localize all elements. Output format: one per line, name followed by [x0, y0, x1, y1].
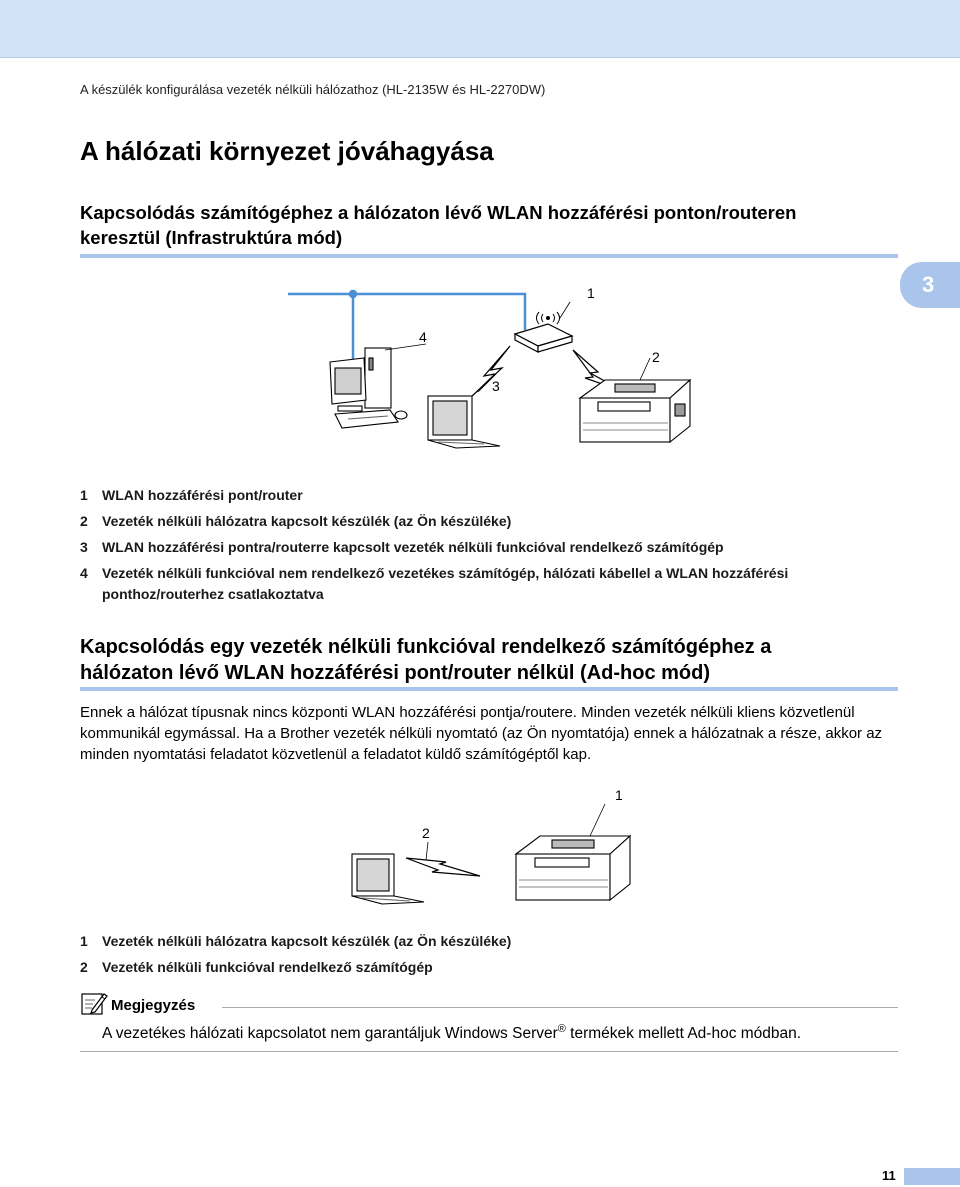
page-title: A hálózati környezet jóváhagyása	[80, 136, 494, 166]
legend-item	[80, 928, 880, 954]
callout-1: 1	[615, 787, 623, 803]
laptop-icon	[428, 396, 500, 448]
section1-legend	[80, 482, 880, 605]
note-text-before: A vezetékes hálózati kapcsolatot nem garantáljuk Windows Server	[102, 1025, 558, 1043]
note-divider-bottom	[80, 1051, 898, 1052]
laptop-icon	[352, 854, 424, 904]
legend-number: 1	[80, 487, 88, 503]
section1-heading: Kapcsolódás számítógéphez a hálózaton lévő WLAN hozzáférési ponton/routeren keresztül (Infrastruktúra mód)	[80, 202, 797, 248]
legend-text: Vezeték nélküli hálózatra kapcsolt készülék (az Ön készüléke)	[102, 513, 512, 529]
wireless-signal-icon	[537, 312, 560, 324]
wireless-link-3	[470, 346, 510, 398]
adhoc-diagram	[340, 780, 660, 910]
legend-item	[80, 508, 880, 534]
callout-2: 2	[422, 825, 430, 841]
legend-text: WLAN hozzáférési pontra/routerre kapcsolt vezeték nélküli funkcióval rendelkező számítógép	[102, 539, 724, 555]
note-pencil-icon	[80, 990, 108, 1016]
network-cable	[288, 291, 525, 360]
note-text	[102, 1023, 801, 1043]
page-number-bar	[904, 1168, 960, 1185]
note-divider	[222, 1007, 898, 1008]
desktop-computer-icon	[330, 348, 407, 428]
callout-3: 3	[492, 378, 500, 394]
section1-rule	[80, 254, 898, 258]
printer-icon	[580, 380, 690, 442]
top-band	[0, 0, 960, 58]
infrastructure-diagram	[280, 278, 720, 458]
wireless-link	[406, 858, 480, 876]
legend-item	[80, 560, 880, 605]
registered-mark: ®	[557, 1023, 566, 1035]
callout-1: 1	[587, 285, 595, 301]
legend-number: 1	[80, 933, 88, 949]
section2-paragraph: Ennek a hálózat típusnak nincs központi WLAN hozzáférési pontja/routere. Minden vezeték nélküli kliens közvetlenül kommunikál egymással. Ha a Brother vezeték nélküli nyomtató (az Ön nyomtatója) ennek a hálózatnak a része, akkor az minden nyomtatási feladatot közvetlenül a feladatot küldő számítógéptől kap.	[80, 704, 883, 763]
legend-text: Vezeték nélküli hálózatra kapcsolt készülék (az Ön készüléke)	[102, 933, 512, 949]
callout-4: 4	[419, 329, 427, 345]
section2-legend	[80, 928, 880, 980]
note-label: Megjegyzés	[111, 997, 196, 1014]
section2-rule	[80, 687, 898, 691]
legend-text: Vezeték nélküli funkcióval rendelkező számítógép	[102, 959, 433, 975]
legend-text: Vezeték nélküli funkcióval nem rendelkező vezetékes számítógép, hálózati kábellel a WLAN hozzáférési ponthoz/routerhez csatlakoztatva	[102, 565, 789, 602]
callout-2: 2	[652, 349, 660, 365]
legend-text: WLAN hozzáférési pont/router	[102, 487, 303, 503]
note-text-after: termékek mellett Ad-hoc módban.	[565, 1025, 802, 1043]
legend-item	[80, 534, 880, 560]
legend-item	[80, 482, 880, 508]
legend-number: 4	[80, 565, 88, 581]
running-head: A készülék konfigurálása vezeték nélküli hálózathoz (HL-2135W és HL-2270DW)	[80, 82, 546, 97]
legend-number: 3	[80, 539, 88, 555]
page-number: 11	[882, 1168, 896, 1183]
router-icon	[515, 324, 572, 352]
legend-number: 2	[80, 513, 88, 529]
legend-number: 2	[80, 959, 88, 975]
chapter-number: 3	[922, 272, 935, 297]
legend-item	[80, 954, 880, 980]
printer-icon	[516, 836, 630, 900]
section2-heading: Kapcsolódás egy vezeték nélküli funkcióval rendelkező számítógéphez a hálózaton lévő WLAN hozzáférési pont/router nélkül (Ad-hoc mód)	[80, 636, 772, 684]
